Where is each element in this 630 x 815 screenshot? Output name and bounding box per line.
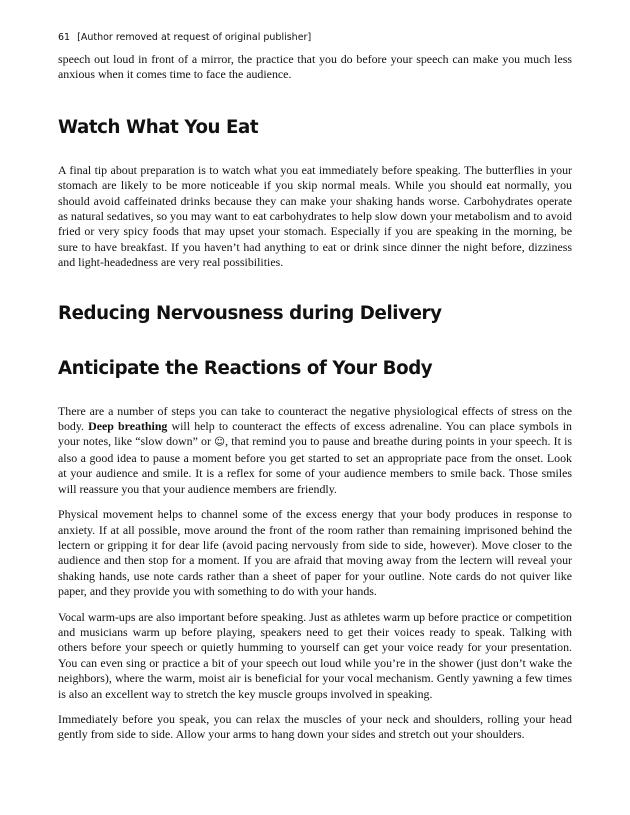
p1-text-mid: will help to counteract the effects of excess adrenaline. You can place symbols in your notes, like “slow down” or — [58, 419, 572, 449]
paragraph-physical-movement: Physical movement helps to channel some of the excess energy that your body produces in response to anxiety. If at all possible, move around the front of the room rather than remaining imprisoned behind the lectern or gripping it for dear life (avoid pacing nervously from side to side, however). Move closer to the audience and then stop for a moment. If you are afraid that moving away from the lectern will reveal your shaking hands, use note cards rather than a sheet of paper for your outline. Note cards do not quiver like paper, and they provide you with something to do with your hands. — [58, 507, 572, 599]
page-number: 61 — [58, 32, 71, 43]
heading-reducing-nervousness: Reducing Nervousness during Delivery — [58, 302, 442, 324]
document-page — [58, 32, 572, 753]
smiley-icon: ☺ — [214, 436, 226, 449]
running-title: [Author removed at request of original publisher] — [77, 32, 312, 43]
deep-breathing-bold: Deep breathing — [88, 419, 168, 434]
running-header — [58, 32, 572, 43]
intro-paragraph: speech out loud in front of a mirror, the practice that you do before your speech can make you much less anxious when it comes time to face the audience. — [58, 52, 572, 82]
paragraph-relax-muscles: Immediately before you speak, you can relax the muscles of your neck and shoulders, rolling your head gently from side to side. Allow your arms to hang down your sides and stretch out your shoulders. — [58, 711, 572, 742]
p1-text-start: There are a number of steps you can take to counteract the negative physiological effects of stress on the body. — [58, 403, 572, 434]
heading-anticipate-reactions: Anticipate the Reactions of Your Body — [58, 357, 433, 379]
paragraph-vocal-warmups: Vocal warm-ups are also important before speaking. Just as athletes warm up before practice or competition and musicians warm up before playing, speakers need to get their voices ready to speak. Talking with others before your speech or quietly humming to yourself can get your voice ready for your presentation. You can even sing or practice a bit of your speech out loud while you’re in the shower (just don’t wake the neighbors), where the warm, moist air is beneficial for your vocal mechanism. Gently yawning a few times is also an excellent way to stretch the key muscle groups involved in speaking. — [58, 609, 572, 701]
p1-text-end: , that remind you to pause and breathe during points in your speech. It is also a good idea to pause a moment before you get started to set an appropriate pace from the onset. Look at your audience and smile. It is a reflex for some of your audience members to smile back. Those smiles will reassure you that your audience members are friendly. — [58, 434, 572, 496]
paragraph-deep-breathing — [58, 404, 572, 497]
paragraph-watch: A final tip about preparation is to watch what you eat immediately before speaking. The butterflies in your stomach are likely to be more noticeable if you skip normal meals. While you should eat normally, you should avoid caffeinated drinks because they can make your shaking hands worse. Carbohydrates operate as natural sedatives, so you may want to eat carbohydrates to help slow down your metabolism and to avoid fried or very spicy foods that may upset your stomach. Especially if you are speaking in the morning, be sure to have breakfast. If you haven’t had anything to eat or drink since dinner the night before, dizziness and light-headedness are very real possibilities. — [58, 162, 572, 270]
heading-watch-what-you-eat: Watch What You Eat — [58, 116, 259, 138]
